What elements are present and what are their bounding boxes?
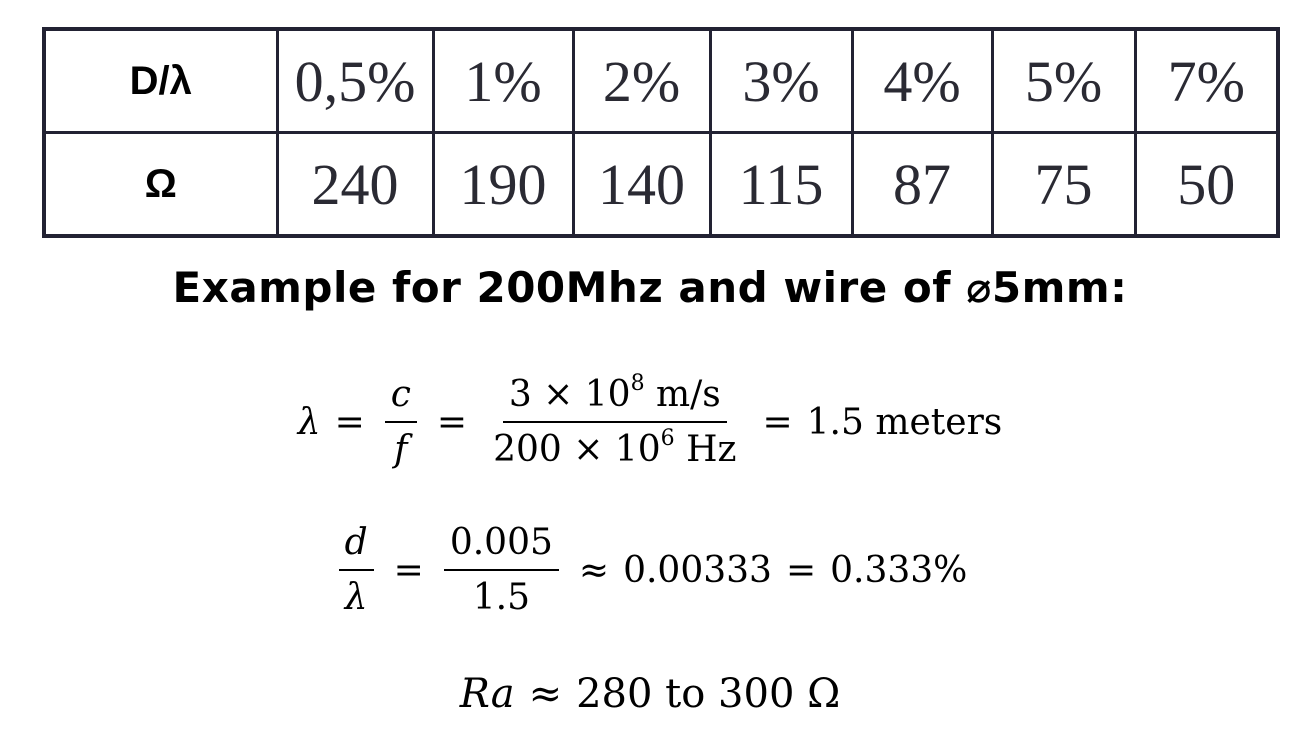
- impedance-cell: 87: [852, 133, 992, 237]
- fraction-numerator: d: [339, 522, 374, 571]
- ratio-cell: 0,5%: [277, 29, 433, 133]
- fraction-denominator: [487, 423, 742, 470]
- impedance-cell: 75: [992, 133, 1135, 237]
- fraction-denominator: λ: [344, 577, 368, 618]
- impedance-cell: 50: [1135, 133, 1278, 237]
- wavelength-result: 1.5 meters: [806, 401, 1003, 443]
- approx-sign: ≈: [578, 549, 610, 591]
- numerator-exponent: 8: [630, 371, 645, 396]
- equals-sign: =: [785, 549, 817, 591]
- denominator-base: 200 × 10: [493, 429, 661, 470]
- fraction-numerator: c: [385, 374, 417, 423]
- impedance-row: [44, 133, 1278, 237]
- resistance-formula: [0, 664, 1300, 724]
- speed-over-frequency-fraction: [487, 371, 742, 470]
- denominator-unit: Hz: [674, 429, 737, 470]
- fraction-denominator: f: [394, 429, 408, 470]
- approx-sign: ≈: [528, 671, 563, 717]
- ratio-decimal: 0.00333: [623, 549, 772, 591]
- numerator-base: 3 × 10: [508, 374, 631, 415]
- equals-sign: =: [393, 549, 424, 591]
- lambda-symbol: λ: [297, 401, 321, 443]
- fraction-numerator: [503, 371, 727, 423]
- impedance-row-header: Ω: [44, 133, 277, 237]
- ra-symbol: Ra: [459, 671, 515, 717]
- fraction-numerator: 0.005: [444, 522, 559, 571]
- denominator-exponent: 6: [660, 426, 675, 451]
- impedance-cell: 115: [710, 133, 852, 237]
- ratio-impedance-table: [42, 27, 1280, 238]
- impedance-cell: 240: [277, 133, 433, 237]
- ratio-cell: 7%: [1135, 29, 1278, 133]
- d-over-lambda-fraction: [339, 522, 374, 618]
- ratio-row-header: D/λ: [44, 29, 277, 133]
- resistance-range: 280 to 300 Ω: [576, 671, 841, 717]
- numeric-fraction: [444, 522, 559, 618]
- fraction-denominator: 1.5: [472, 577, 530, 618]
- numerator-unit: m/s: [644, 374, 721, 415]
- c-over-f-fraction: [385, 374, 417, 470]
- ratio-percent: 0.333%: [830, 549, 968, 591]
- wavelength-formula: [0, 362, 1300, 482]
- impedance-cell: 140: [573, 133, 710, 237]
- ratio-cell: 4%: [852, 29, 992, 133]
- ratio-cell: 2%: [573, 29, 710, 133]
- equals-sign: =: [762, 401, 793, 443]
- ratio-cell: 1%: [433, 29, 573, 133]
- ratio-row: [44, 29, 1278, 133]
- ratio-cell: 3%: [710, 29, 852, 133]
- equals-sign: =: [334, 401, 365, 443]
- ratio-cell: 5%: [992, 29, 1135, 133]
- equals-sign: =: [436, 401, 468, 443]
- ratio-formula: [0, 520, 1300, 620]
- example-heading: Example for 200Mhz and wire of ⌀5mm:: [172, 263, 1128, 312]
- impedance-cell: 190: [433, 133, 573, 237]
